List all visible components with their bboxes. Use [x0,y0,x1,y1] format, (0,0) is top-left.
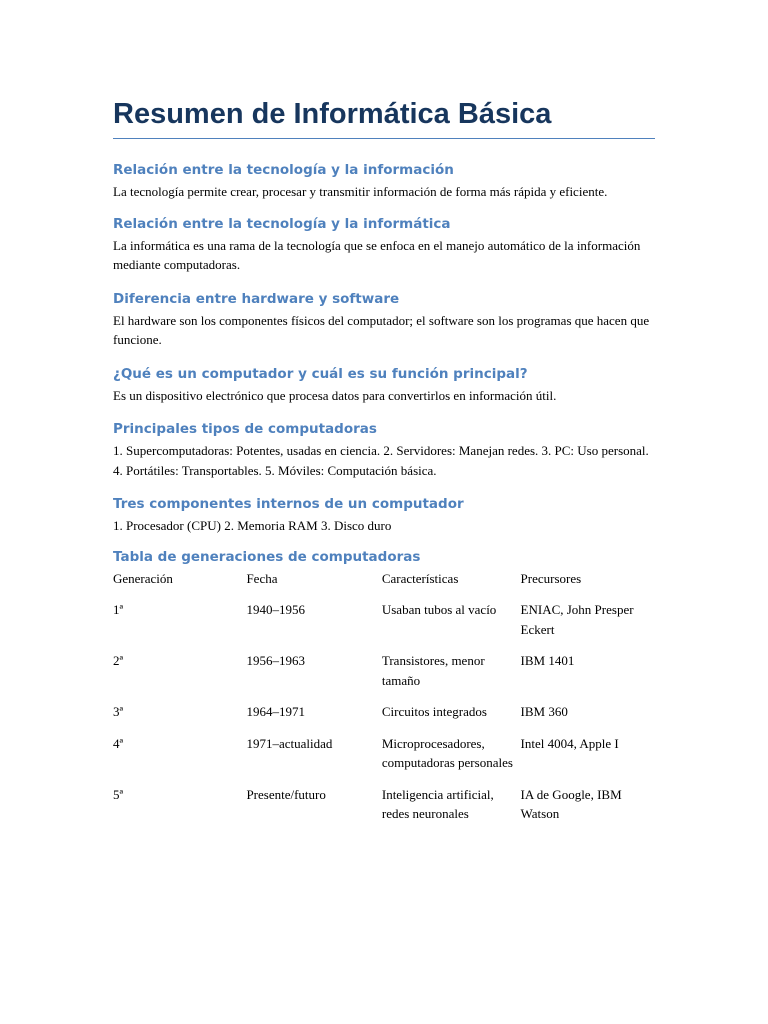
section-tecnologia-informatica [113,215,655,275]
section-componentes-internos [113,495,655,536]
section-text: 1. Supercomputadoras: Potentes, usadas en ciencia. 2. Servidores: Manejan redes. 3. PC: Uso personal. 4. Portátiles: Transportables. 5. Móviles: Computación básica. [113,443,649,478]
generations-table [113,569,655,836]
section-heading: Principales tipos de computadoras [113,421,377,437]
document-page [113,94,655,836]
section-tecnologia-informacion [113,161,655,202]
table-cell: Microprocesadores, computadoras personales [381,735,513,770]
table-cell: 1956–1963 [246,653,305,668]
table-cell: IBM 360 [520,704,568,719]
table-header-row [113,569,655,601]
section-text: Es un dispositivo electrónico que procesa datos para convertirlos en información útil. [113,387,557,403]
table-cell: 3ª [113,704,124,719]
table-cell: Inteligencia artificial, redes neuronales [381,786,494,821]
section-text: La tecnología permite crear, procesar y transmitir información de forma más rápida y eficiente. [113,184,608,199]
section-que-es-computador [113,365,655,406]
section-heading: Relación entre la tecnología y la información [113,162,454,178]
section-text: El hardware son los componentes físicos del computador; el software son los programas que hacen que funcione. [113,312,650,347]
section-tipos-computadoras [113,420,655,480]
table-cell: 1964–1971 [246,704,305,719]
table-cell: Usaban tubos al vacío [381,602,497,617]
table-cell: 1ª [113,602,124,617]
table-row [113,785,655,836]
section-hardware-software [113,290,655,350]
page-title: Resumen de Informática Básica [113,94,655,139]
section-heading: ¿Qué es un computador y cuál es su función principal? [113,365,528,382]
table-cell: 1971–actualidad [246,735,333,751]
section-heading: Diferencia entre hardware y software [113,290,400,307]
section-text: 1. Procesador (CPU) 2. Memoria RAM 3. Disco duro [113,518,392,533]
table-heading: Tabla de generaciones de computadoras [113,548,421,565]
column-header-precursores: Precursores [520,570,582,586]
table-cell: 4ª [113,735,124,751]
table-row [113,702,655,734]
table-cell: Intel 4004, Apple I [520,735,619,751]
table-cell: Transistores, menor tamaño [381,653,485,688]
table-cell: Presente/futuro [246,786,326,802]
table-row [113,651,655,702]
column-header-generacion: Generación [113,570,173,586]
table-cell: ENIAC, John Presper Eckert [520,602,634,637]
table-cell: 5ª [113,786,124,802]
column-header-fecha: Fecha [246,570,278,586]
table-row [113,600,655,651]
table-cell: IBM 1401 [520,653,575,668]
section-heading: Tres componentes internos de un computador [113,496,464,512]
table-cell: 2ª [113,653,124,668]
section-text: La informática es una rama de la tecnología que se enfoca en el manejo automático de la información mediante computadoras. [113,237,641,272]
section-tabla-generaciones [113,548,655,836]
table-cell: 1940–1956 [246,602,305,617]
section-heading: Relación entre la tecnología y la informática [113,215,451,232]
table-cell: IA de Google, IBM Watson [520,786,622,821]
table-cell: Circuitos integrados [381,704,487,719]
column-header-caracteristicas: Características [381,570,459,586]
table-row [113,734,655,785]
